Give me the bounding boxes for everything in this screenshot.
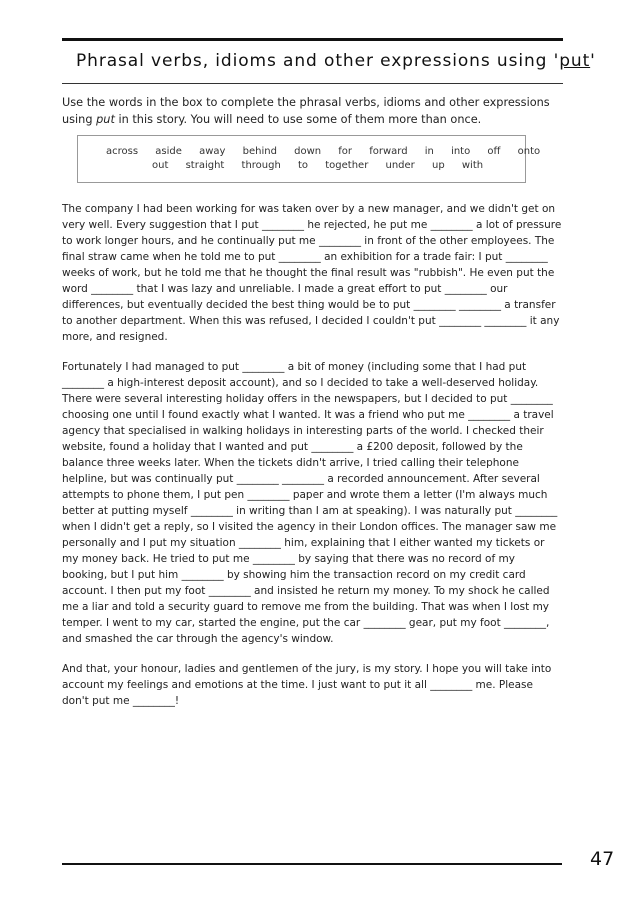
word-item: with [461,160,484,171]
word-box-row-2 [152,160,497,171]
word-item: into [451,146,471,157]
word-item: away [199,146,226,157]
title-end: ' [590,51,596,71]
word-item: under [385,160,415,171]
title-rule [62,83,563,84]
page-number: 47 [590,848,615,870]
word-item: forward [369,146,408,157]
word-item: up [431,160,445,171]
word-item: through [241,160,281,171]
title-keyword: put [559,51,591,71]
story-paragraph-2: Fortunately I had managed to put ________ a bit of money (including some that I had put ________ a high-interest deposit account), and so I decided to take a well-deserved holiday. There were several interesting holiday offers in the newspapers, but I decided to put ________ choosing one until I found exactly what I wanted. It was a friend who put me ________ a travel agency that specialised in walking holidays in interesting parts of the world. I checked their website, found a holiday that I wanted and put ________ a £200 deposit, followed by the balance three weeks later. When the tickets didn't arrive, I tried calling their telephone helpline, but was continually put ________ ________ a recorded announcement. After several attempts to phone them, I put pen ________ paper and wrote them a letter (I'm always much better at putting myself ________ in writing than I am at speaking). I was naturally put ________ when I didn't get a reply, so I visited the agency in their London offices. The manager saw me personally and I put my situation ________ him, explaining that I either wanted my tickets or my money back. He tried to put me ________ by saying that there was no record of my booking, but I put him ________ by showing him the transaction record on my credit card account. I then put my foot ________ and insisted he return my money. To my shock he called me a liar and told a security guard to remove me from the building. That was when I lost my temper. I went to my car, started the engine, put the car ________ gear, put my foot ________, and smashed the car through the agency's window. [62,361,558,645]
word-item: off [487,146,501,157]
title-main: Phrasal verbs, idioms and other expressions using ' [76,51,560,71]
story-paragraph-1: The company I had been working for was taken over by a new manager, and we didn't get on very well. Every suggestion that I put ________ he rejected, he put me ________ a lot of pressure to work longer hours, and he continually put me ________ in front of the other employees. The final straw came when he told me to put ________ an exhibition for a trade fair: I put ________ weeks of work, but he told me that he thought the final result was "rubbish". He even put the word ________ that I was lazy and unreliable. I made a great effort to put ________ our differences, but eventually decided the best thing would be to put ________ ________ a transfer to another department. When this was refused, I decided I couldn't put ________ ________ it any more, and resigned. [62,203,562,343]
word-item: to [298,160,309,171]
story-paragraph-3: And that, your honour, ladies and gentlemen of the jury, is my story. I hope you will take into account my feelings and emotions at the time. I just want to put it all ________ me. Please don't put me ________! [62,663,552,707]
word-item: for [338,146,353,157]
instructions-part2: in this story. You will need to use some of them more than once. [114,113,482,126]
bottom-rule [62,863,562,865]
word-item: together [325,160,369,171]
word-item: straight [185,160,225,171]
instructions [62,94,562,128]
word-item: aside [155,146,182,157]
word-item: behind [242,146,277,157]
story-text [62,201,562,723]
instructions-part1: Use the words in the box to complete the phrasal verbs, idioms and other expressions using [62,96,550,126]
page-title [76,51,596,71]
word-box [77,135,541,183]
word-item: down [294,146,322,157]
word-item: onto [517,146,541,157]
top-rule [62,38,563,41]
word-item: across [106,146,139,157]
word-box-row-1 [106,146,554,157]
word-item: in [424,146,434,157]
instructions-keyword: put [96,113,115,126]
word-item: out [152,160,169,171]
